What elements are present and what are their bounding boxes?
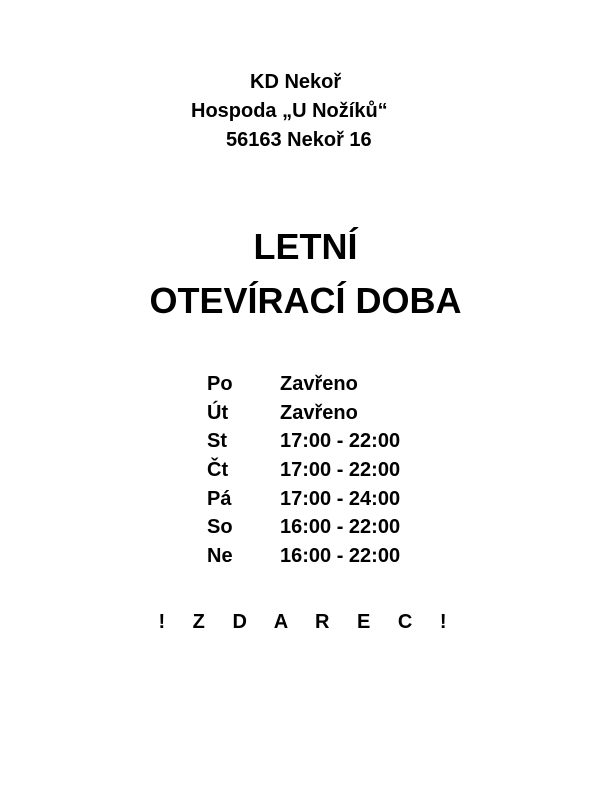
hours-value: 17:00 - 22:00	[280, 430, 401, 453]
greeting-text: ! Z D A R E C !	[158, 611, 458, 633]
hours-row-wednesday	[207, 427, 400, 456]
day-label: Čt	[207, 459, 229, 482]
hours-value: 16:00 - 22:00	[280, 516, 401, 539]
hours-row-thursday	[207, 456, 400, 485]
day-label: So	[207, 516, 233, 539]
hours-value: 16:00 - 22:00	[280, 545, 401, 568]
hours-value: Zavřeno	[280, 373, 358, 395]
venue-name: KD Nekoř	[250, 71, 342, 93]
title-line-2: OTEVÍRACÍ DOBA	[149, 280, 462, 321]
pub-name: Hospoda „U Nožíků“	[191, 100, 388, 122]
hours-value: 17:00 - 24:00	[280, 487, 401, 510]
hours-row-saturday	[207, 513, 400, 542]
hours-row-friday	[207, 485, 400, 514]
day-label: Pá	[207, 487, 232, 510]
day-label: Po	[207, 373, 233, 395]
opening-hours-list	[207, 370, 400, 571]
title-line-1: LETNÍ	[253, 226, 358, 267]
hours-row-sunday	[207, 542, 400, 571]
venue-address: 56163 Nekoř 16	[226, 129, 372, 151]
day-label: Út	[207, 401, 229, 424]
hours-row-tuesday	[207, 399, 400, 428]
hours-row-monday	[207, 370, 400, 399]
hours-value: Zavřeno	[280, 401, 358, 424]
day-label: Ne	[207, 545, 233, 568]
hours-value: 17:00 - 22:00	[280, 459, 401, 482]
day-label: St	[207, 430, 227, 453]
